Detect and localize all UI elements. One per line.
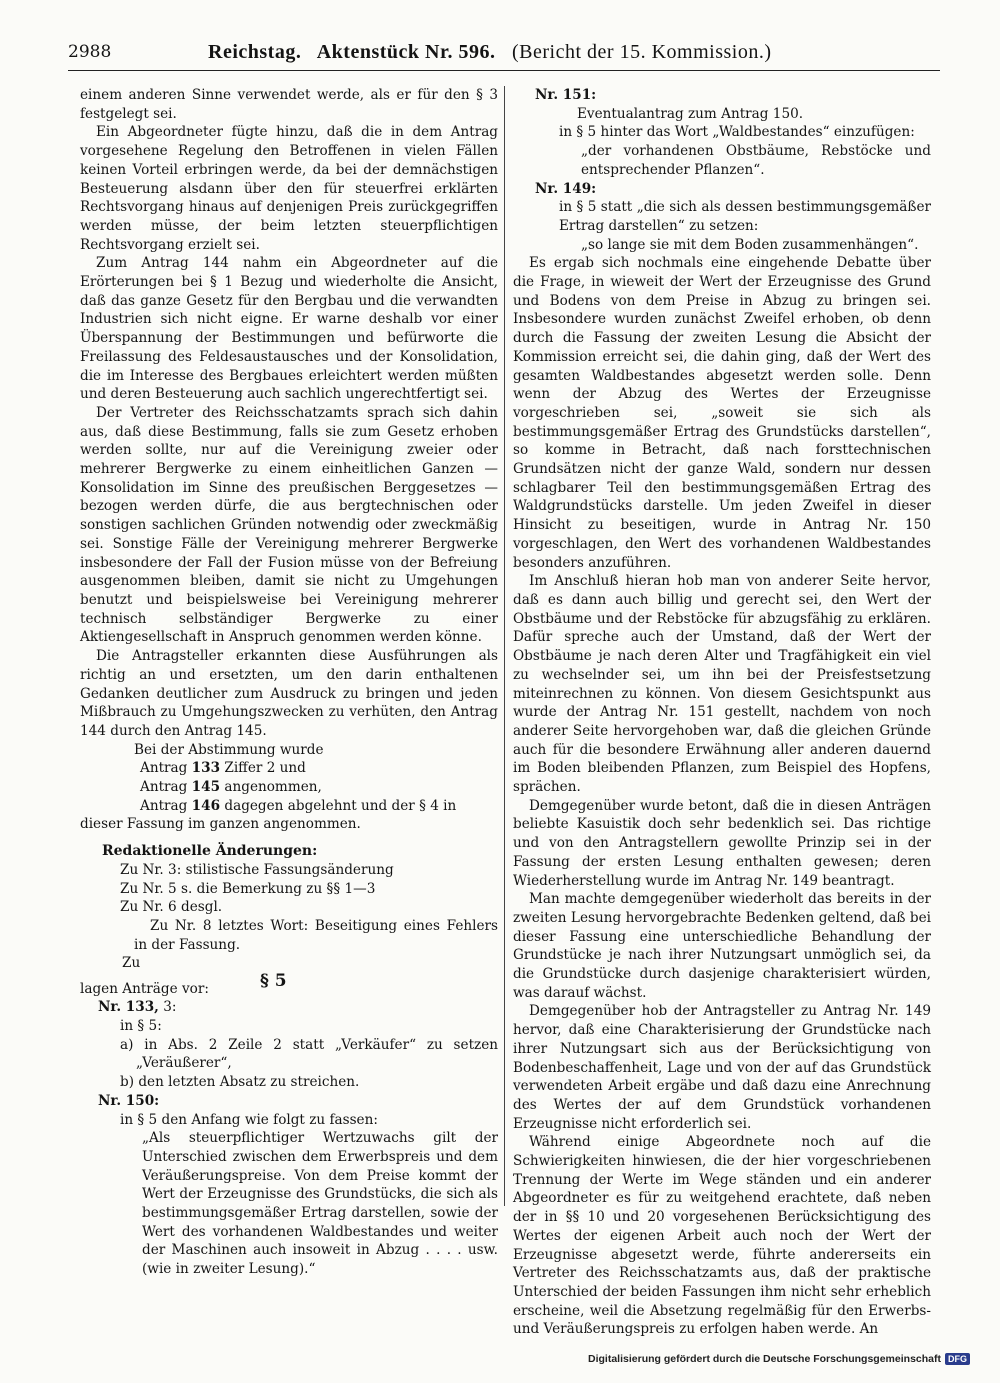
motion-line: a) in Abs. 2 Zeile 2 statt „Verkäufer“ zu setzen „Veräußerer“, (120, 1036, 498, 1072)
motion-number: Nr. 150: (98, 1092, 160, 1109)
vote-line (80, 797, 498, 816)
vote-label: Antrag (140, 779, 192, 796)
vote-intro: Bei der Abstimmung wurde (134, 741, 324, 758)
list-item: Zu Nr. 5 s. die Bemerkung zu §§ 1—3 (120, 880, 376, 897)
motion-quote: „so lange sie mit dem Boden zusammenhängen“. (581, 236, 919, 253)
motion-number: Nr. 151: (535, 87, 597, 103)
paragraph: Zum Antrag 144 nahm ein Abgeordneter auf die Erörterungen bei § 1 Bezug und wiederholte die Ansicht, daß das ganze Gesetz für den Bergbau und die verwandten Industrien sich nicht eigne. Er warne deshalb vor einer Überspannung der Bestimmungen und befürworte die Freilassung des Feldesaustausches und der Konsolidation, die im Interesse des Bergbaues erleichtert werden müßten und deren Besteuerung auch sachlich ungerechtfertigt sei. (80, 255, 498, 403)
motion-line: in § 5 den Anfang wie folgt zu fassen: (120, 1111, 378, 1128)
section-heading: Redaktionelle Änderungen: (102, 843, 318, 860)
vote-line (80, 759, 498, 778)
motion-line: in § 5: (120, 1018, 162, 1035)
paragraph: Demgegenüber hob der Antragsteller zu Antrag Nr. 149 hervor, daß eine Charakterisierung der Grundstücke nach ihrer Nutzungsart sich aus der Berücksichtigung von Bodenbeschaffenheit, Lage und von der auf das Grundstück verwendeten Arbeit ergäbe und daß dazu eine Anrechnung des Wertes der auf dem Grundstück vorhandenen Erzeugnisse nicht erforderlich sei. (513, 1003, 931, 1132)
paragraph: Es ergab sich nochmals eine eingehende Debatte über die Frage, in wieweit der Wert der Erzeugnisse des Grund und Bodens von dem Preise in Abzug zu bringen sei. Insbesondere wurden zunächst Zweifel erhoben, ob denn durch die Fassung der zweiten Lesung die Absicht der Kommission erreicht sei, die dahin ging, daß der Wert des gesamten Waldbestandes abgesetzt werden solle. Denn wenn der Abzug des Wertes der Erzeugnisse vorgeschrieben sei, „soweit sie sich als bestimmungsgemäßer Ertrag des Grundstücks darstellen“, so komme in Betracht, daß nach forsttechnischen Grundsätzen nicht der ganze Wald, sondern nur dessen schlagbarer Teil den bestimmungsgemäßen Ertrag des Waldgrundstücks darstelle. Um jeden Zweifel in dieser Hinsicht zu beseitigen, wurde in Antrag Nr. 150 vorgeschlagen, den Wert des vorhandenen Waldbestandes besonders anzuführen. (513, 255, 931, 571)
title-bericht: (Bericht der 15. Kommission.) (512, 41, 772, 63)
vote-line (80, 778, 498, 797)
motion-label: Nr. 133, (98, 999, 159, 1016)
paragraph: Im Anschluß hieran hob man von anderer Seite hervor, daß es dann auch billig und gerecht sei, den Wert der Obstbäume und der Rebstöcke für abzugsfähig zu erklären. Dafür spreche auch der Umstand, daß der Wert der Obstbäume je nach deren Alter und Tragfähigkeit ein viel zu wechselnder sei, um ihn bei der Preisfestsetzung miteinrechnen zu können. Von diesem Gesichtspunkt aus wurde der Antrag Nr. 151 gestellt, nachdem von noch anderer Seite hervorgehoben war, daß die gleichen Gründe auch für die besondere Erwähnung aller anderen dauernd im Boden bleibenden Pflanzen, zum Beispiel des Hopfens, sprächen. (513, 573, 931, 796)
vote-number: 146 (191, 797, 221, 814)
motion-quote: „Als steuerpflichtiger Wertzuwachs gilt der Unterschied zwischen dem Erwerbspreis und dem Veräußerungspreise. Von dem Preise kommt der Wert der Erzeugnisse des Grundstücks, die sich als bestimmungsgemäßer Ertrag darstellen, sowie der Wert des vorhandenen Waldbestandes und weiter der Maschinen auch insoweit in Abzug . . . . usw. (wie in zweiter Lesung).“ (142, 1130, 498, 1278)
vote-text: dagegen abgelehnt und der § 4 in (220, 797, 457, 814)
vote-label: Antrag (140, 797, 192, 814)
list-item: Zu Nr. 3: stilistische Fassungsänderung (120, 861, 394, 878)
paragraph: einem anderen Sinne verwendet werde, als er für den § 3 festgelegt sei. (80, 87, 498, 122)
vote-number: 133 (191, 760, 221, 777)
column-divider (504, 86, 505, 1206)
title-reichstag: Reichstag. (208, 41, 302, 63)
page-number: 2988 (68, 42, 112, 62)
motion-line: b) den letzten Absatz zu streichen. (120, 1074, 360, 1091)
motion-number (80, 998, 498, 1017)
motion-number: Nr. 149: (535, 180, 597, 197)
title-aktenstueck: Aktenstück Nr. 596. (316, 41, 496, 63)
section-heading-row (80, 954, 498, 998)
section-intro: lagen Anträge vor: (80, 981, 209, 998)
vote-conclusion: dieser Fassung im ganzen angenommen. (80, 816, 361, 833)
left-column (80, 86, 498, 1279)
paragraph: Der Vertreter des Reichsschatzamts sprach sich dahin aus, daß diese Bestimmung, falls sie zum Gesetz erhoben werden sollte, nur auf die Vereinigung zweier oder mehrerer Bergwerke zu einem einheitlichen Ganzen — Konsolidation im Sinne des preußischen Berggesetzes — bezogen werden dürfe, die aus bergtechnischen oder sonstigen sachlichen Gründen notwendig oder zweckmäßig sei. Sonstige Fälle der Vereinigung mehrerer Bergwerke insbesondere der Fall der Fusion müsse von der Befreiung ausgenommen bleiben, damit sie nicht zu Umgehungen benutzt und beispielsweise bei Vereinigung mehrerer technisch selbständiger Bergwerke zu einer Aktiengesellschaft in Anspruch genommen werden könne. (80, 404, 498, 646)
motion-line: in § 5 hinter das Wort „Waldbestandes“ einzufügen: (559, 124, 915, 141)
motion-line: in § 5 statt „die sich als dessen bestimmungsgemäßer Ertrag darstellen“ zu setzen: (559, 199, 931, 234)
vote-text: angenommen, (220, 779, 322, 796)
paragraph: Man machte demgegenüber wiederholt das bereits in der zweiten Lesung hervorgebrachte Bedenken geltend, daß bei dieser Fassung eine unterschiedliche Behandlung der Grundstücke je nach ihrer Nutzungsart unmöglich sei, da die Grundstücke durch dasjenige charakterisiert würden, was darauf wächst. (513, 891, 931, 1001)
vote-label: Antrag (140, 760, 192, 777)
section-zu: Zu (122, 955, 141, 972)
motion-quote: „der vorhandenen Obstbäume, Rebstöcke und entsprechender Pflanzen“. (581, 143, 931, 178)
right-column (513, 86, 931, 1339)
paragraph: Während einige Abgeordnete noch auf die Schwierigkeiten hinwiesen, die der hier vorgeschriebenen Trennung der Werte im Wege ständen und ein anderer Abgeordneter es für zu weitgehend erachtete, daß neben der in §§ 10 und 20 vorgesehenen Berücksichtigung des Wertes der eigenen Arbeit auch noch der Wert der Erzeugnisse abgesetzt werde, führte andererseits ein Vertreter des Reichsschatzamts aus, daß der praktische Unterschied der beiden Fassungen ihm nicht sehr erheblich erscheine, weil die Absetzung regelmäßig für den Erwerbs- und Veräußerungspreis zu erfolgen haben werde. An (513, 1134, 931, 1338)
paragraph: Demgegenüber wurde betont, daß die in diesen Anträgen beliebte Kasuistik doch sehr bedenklich sei. Das richtige und von den Antragstellern gewollte Prinzip sei in der Fassung der ersten Lesung enthalten gewesen; deren Wiederherstellung wurde im Antrag Nr. 149 beantragt. (513, 797, 931, 889)
page-header (68, 30, 940, 71)
motion-title: Eventualantrag zum Antrag 150. (577, 105, 804, 122)
motion-sub: 3: (158, 999, 177, 1016)
footer (588, 1353, 970, 1365)
dfg-logo-icon: DFG (945, 1353, 970, 1365)
list-item: Zu Nr. 8 letztes Wort: Beseitigung eines Fehlers in der Fassung. (134, 917, 498, 953)
vote-number: 145 (191, 779, 221, 796)
paragraph: Ein Abgeordneter fügte hinzu, daß die in dem Antrag vorgesehene Regelung den Betroffenen in vielen Fällen keinen Vorteil erbringen werde, da bei der demnächstigen Besteuerung alsdann über den für steuerfrei erklärten Rechtsvorgang hinaus auf denjenigen Preis zurückgegriffen werden müsse, der beim letzten steuerpflichtigen Rechtsvorgang erzielt sei. (80, 124, 498, 253)
footer-text: Digitalisierung gefördert durch die Deutsche Forschungsgemeinschaft (588, 1353, 941, 1365)
vote-text: Ziffer 2 und (220, 760, 306, 777)
section-sign: § 5 (260, 971, 287, 992)
list-item: Zu Nr. 6 desgl. (120, 899, 223, 916)
paragraph: Die Antragsteller erkannten diese Ausführungen als richtig an und ersetzten, um den darin enthaltenen Gedanken deutlicher zum Ausdruck zu bringen und jeden Mißbrauch zu Umgehungszwecken zu verhüten, den Antrag 144 durch den Antrag 145. (80, 648, 498, 739)
page-title (208, 41, 940, 64)
